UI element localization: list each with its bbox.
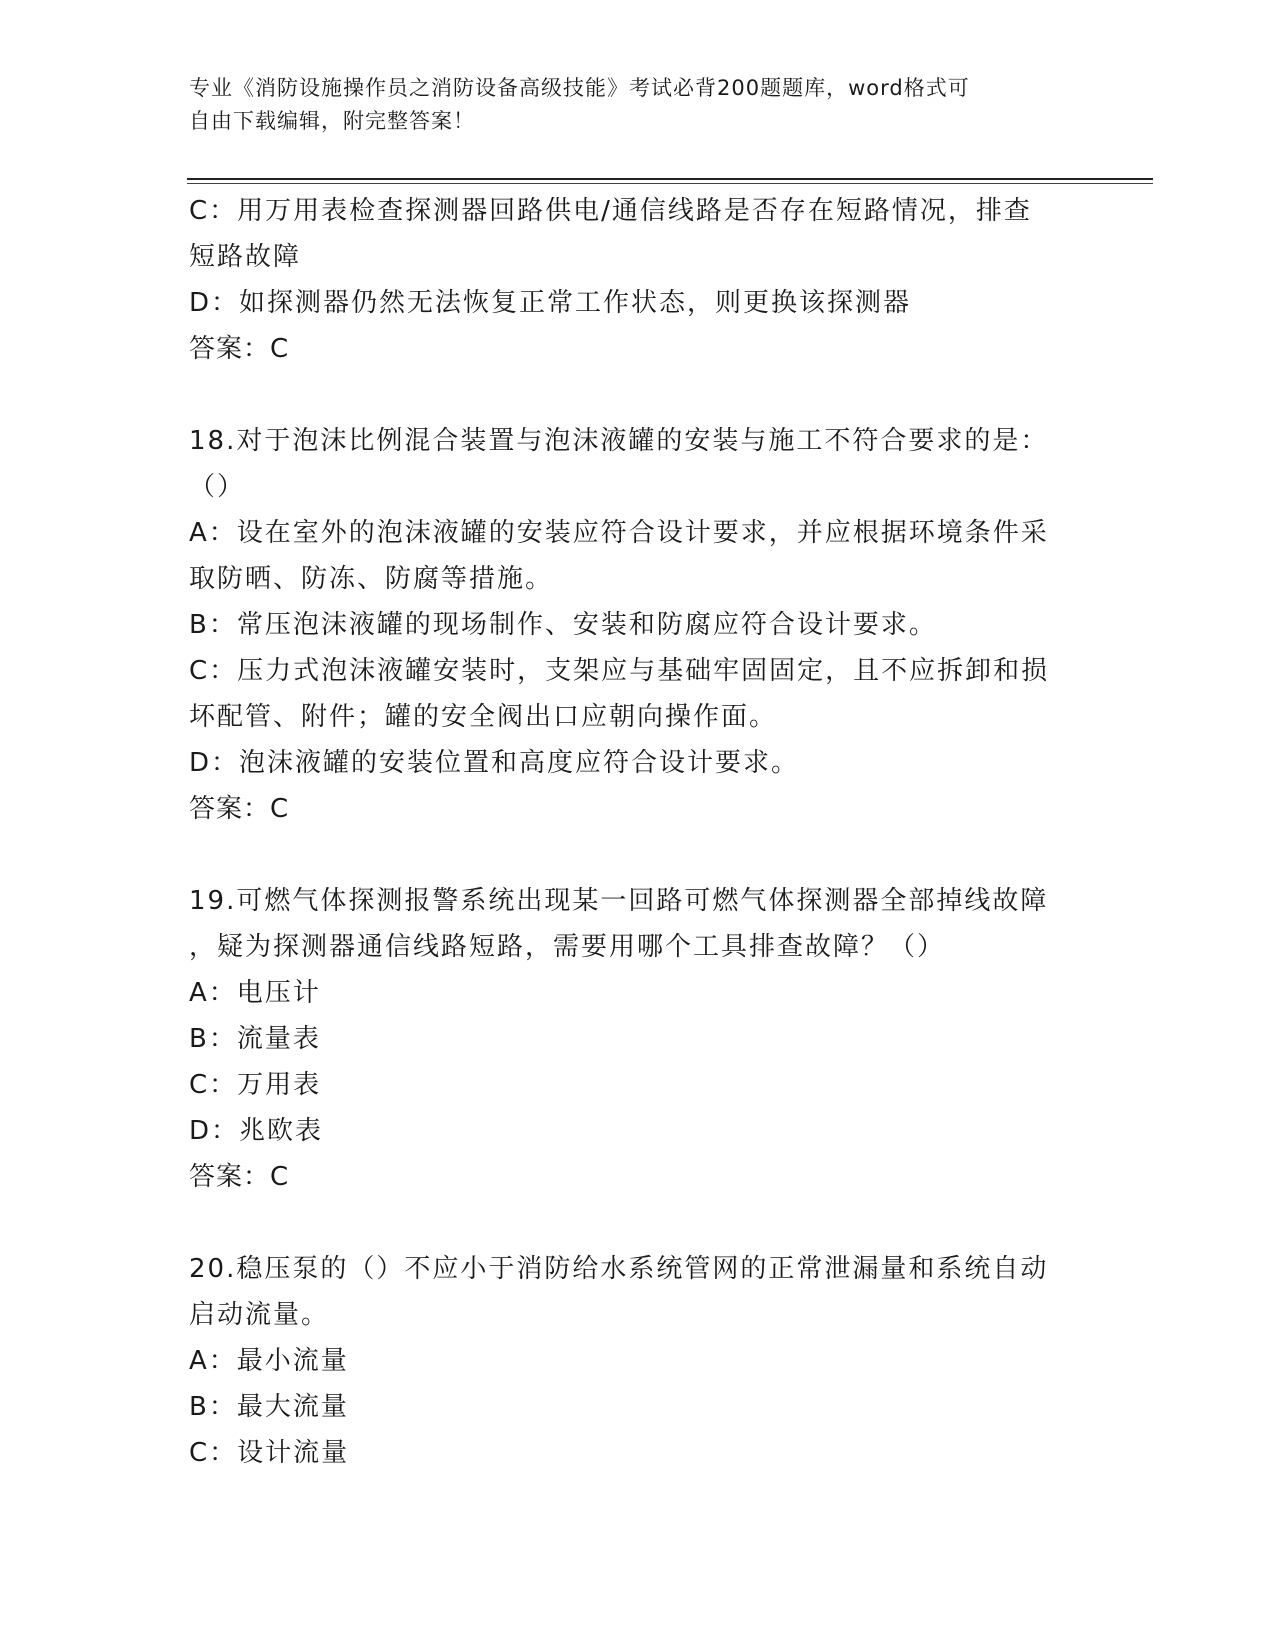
- q18-stem-line-2: （）: [189, 472, 246, 502]
- q18-option-d: D：泡沫液罐的安装位置和高度应符合设计要求。: [189, 748, 800, 778]
- header-divider-thin: [187, 183, 1153, 184]
- q19-answer: 答案：C: [189, 1162, 290, 1192]
- q20-option-c: C：设计流量: [189, 1438, 350, 1468]
- header-divider-thick: [187, 178, 1153, 180]
- q20-option-a: A：最小流量: [189, 1346, 349, 1376]
- q19-option-b: B：流量表: [189, 1024, 321, 1054]
- q19-option-d: D：兆欧表: [189, 1116, 324, 1146]
- document-header: [189, 72, 1089, 138]
- spacer: [189, 1200, 1089, 1246]
- q17-option-c-line-2: 短路故障: [189, 242, 302, 272]
- q17-option-d: D：如探测器仍然无法恢复正常工作状态，则更换该探测器: [189, 288, 912, 318]
- q18-option-a-line-2: 取防晒、防冻、防腐等措施。: [189, 564, 554, 594]
- q20-stem-line-2: 启动流量。: [189, 1300, 330, 1330]
- spacer: [189, 372, 1089, 418]
- q17-answer: 答案：C: [189, 334, 290, 364]
- question-19: [189, 878, 1089, 1200]
- header-title-line-1: 专业《消防设施操作员之消防设备高级技能》考试必背200题题库，word格式可: [189, 76, 970, 100]
- question-17-tail: [189, 188, 1089, 372]
- q18-option-c-line-1: C：压力式泡沫液罐安装时，支架应与基础牢固固定，且不应拆卸和损: [189, 656, 1050, 686]
- q20-option-b: B：最大流量: [189, 1392, 349, 1422]
- question-list: [189, 188, 1089, 1476]
- question-20: [189, 1246, 1089, 1476]
- q18-answer: 答案：C: [189, 794, 290, 824]
- q19-option-a: A：电压计: [189, 978, 321, 1008]
- q18-option-c-line-2: 坏配管、附件；罐的安全阀出口应朝向操作面。: [189, 702, 778, 732]
- q18-option-b: B：常压泡沫液罐的现场制作、安装和防腐应符合设计要求。: [189, 610, 937, 640]
- q18-stem-line-1: 18.对于泡沫比例混合装置与泡沫液罐的安装与施工不符合要求的是：: [189, 426, 1049, 456]
- q20-stem-line-1: 20.稳压泵的（）不应小于消防给水系统管网的正常泄漏量和系统自动: [189, 1254, 1049, 1284]
- q17-option-c-line-1: C：用万用表检查探测器回路供电/通信线路是否存在短路情况，排查: [189, 196, 1032, 226]
- question-18: [189, 418, 1089, 832]
- spacer: [189, 832, 1089, 878]
- q19-stem-line-2: ，疑为探测器通信线路短路，需要用哪个工具排查故障？（）: [189, 932, 946, 962]
- header-title-line-2: 自由下载编辑，附完整答案！: [189, 109, 475, 133]
- q19-stem-line-1: 19.可燃气体探测报警系统出现某一回路可燃气体探测器全部掉线故障: [189, 886, 1049, 916]
- q19-option-c: C：万用表: [189, 1070, 322, 1100]
- q18-option-a-line-1: A：设在室外的泡沫液罐的安装应符合设计要求，并应根据环境条件采: [189, 518, 1049, 548]
